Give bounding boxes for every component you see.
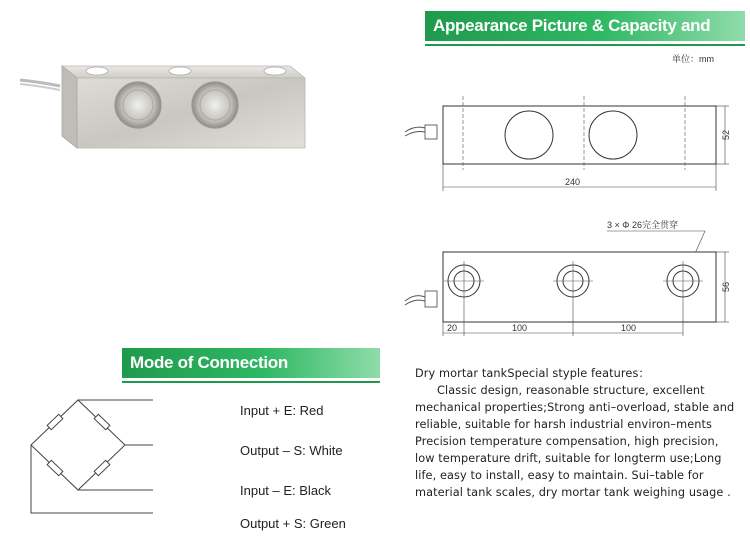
wire-label-output-plus: Output + S: Green bbox=[240, 516, 346, 531]
length-dimension: 240 bbox=[565, 177, 581, 187]
hole-note: 3 × Φ 26完全贯穿 bbox=[607, 220, 678, 230]
wire-label-output-minus: Output – S: White bbox=[240, 443, 343, 458]
load-cell-photo bbox=[20, 50, 320, 160]
bridge-wiring-diagram bbox=[15, 395, 165, 515]
height-dimension: 52 bbox=[721, 129, 731, 140]
appearance-title: Appearance Picture & Capacity and Size bbox=[433, 16, 711, 65]
description-title: Dry mortar tankSpecial styple features： bbox=[415, 367, 650, 380]
connection-title: Mode of Connection bbox=[130, 353, 288, 372]
width-dimension: 56 bbox=[721, 281, 731, 292]
offset-dimension: 20 bbox=[447, 323, 458, 333]
wire-label-input-plus: Input + E: Red bbox=[240, 403, 324, 418]
product-description bbox=[415, 365, 740, 501]
description-body: Classic design, reasonable structure, excellent mechanical properties;Strong anti–overload, stable and reliable, suitable for harsh industrial environ–ments Precision temperature compensation, high precision, low temperature drift, suitable for longterm use;Long life, easy to install, easy to maintain. Sui–table for material tank scales, dry mortar tank weighing usage . bbox=[415, 384, 735, 499]
dimension-drawing-front bbox=[395, 70, 735, 195]
connection-section-header bbox=[122, 348, 380, 378]
pitch-dimension-2: 100 bbox=[621, 323, 637, 333]
wire-label-input-minus: Input – E: Black bbox=[240, 483, 332, 498]
unit-label: 单位：mm bbox=[672, 54, 714, 64]
dimension-drawing-top bbox=[395, 215, 735, 340]
pitch-dimension-1: 100 bbox=[512, 323, 528, 333]
